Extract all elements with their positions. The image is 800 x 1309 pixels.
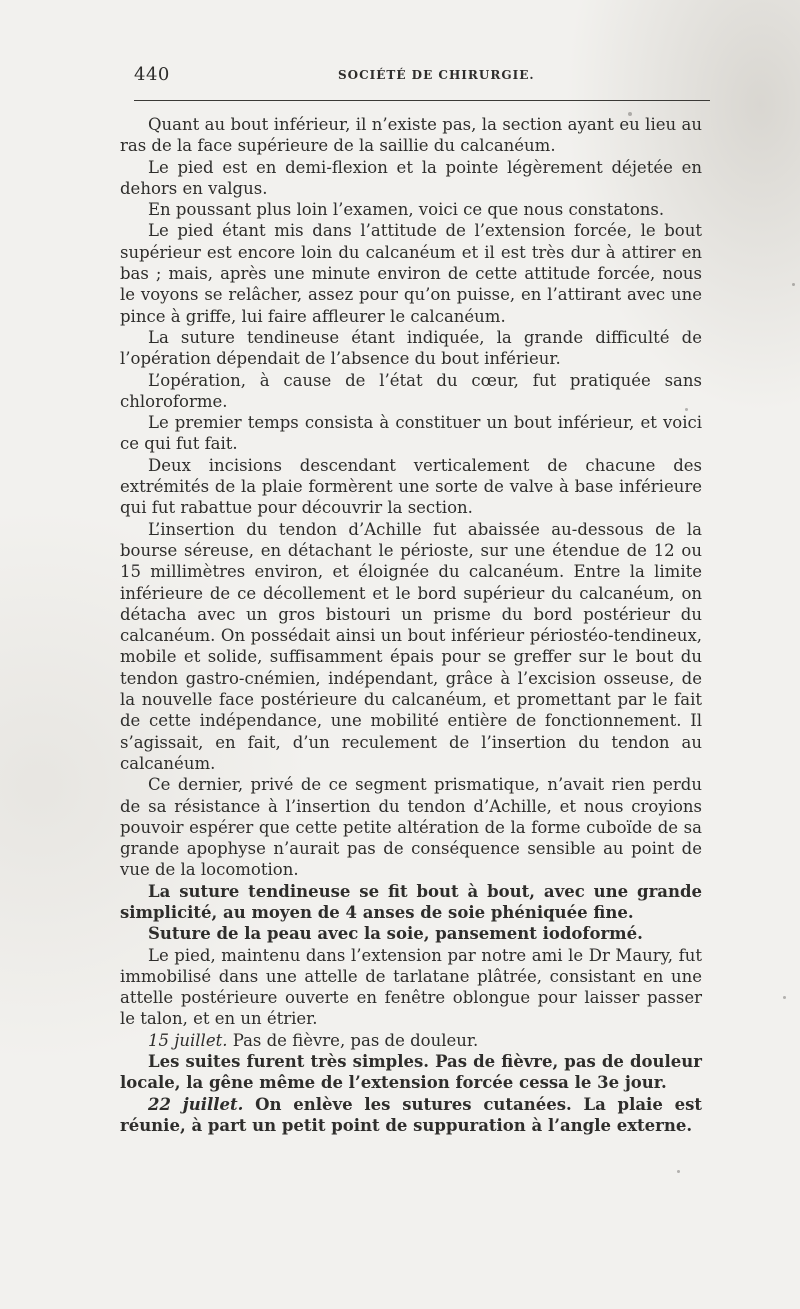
paragraph: Ce dernier, privé de ce segment prismatique, n’avait rien perdu de sa résistance à l’insertion du tendon d’Achille, et nous croyions pouvoir espérer que cette petite altération de la forme cuboïde de sa grande apophyse n’aurait pas de conséquence sensible au point de vue de la locomotion. — [120, 775, 702, 880]
scan-speck — [677, 1170, 680, 1173]
running-head: SOCIÉTÉ DE CHIRURGIE. — [338, 68, 535, 82]
header-rule — [134, 100, 710, 101]
paragraph: Le pied étant mis dans l’attitude de l’extension forcée, le bout supérieur est encore loin du calcanéum et il est très dur à attirer en bas ; mais, après une minute environ de cette attitude forcée, nous le voyons se relâcher, assez pour qu’on puisse, en l’attirant avec une pince à griffe, lui faire affleurer le calcanéum. — [120, 221, 702, 326]
entry-text: Pas de fièvre, pas de douleur. — [227, 1030, 479, 1050]
entry-text: On enlève les sutures cutanées. La plaie est réunie, à part un petit point de suppuration à l’angle externe. — [120, 1094, 702, 1135]
paragraph: Suture de la peau avec la soie, pansement iodoformé. — [148, 924, 643, 944]
dated-entry — [120, 1030, 702, 1051]
paragraph: La suture tendineuse se fit bout à bout, avec une grande simplicité, au moyen de 4 anses de soie phéniquée fine. — [120, 881, 702, 922]
scan-speck — [685, 408, 688, 411]
body-text — [120, 114, 702, 1136]
paragraph: L’opération, à cause de l’état du cœur, fut pratiquée sans chloroforme. — [120, 370, 702, 411]
page-header — [134, 64, 710, 90]
page-number: 440 — [134, 64, 170, 85]
entry-date: 22 juillet. — [148, 1094, 244, 1114]
scan-speck — [783, 996, 786, 999]
paragraph: Deux incisions descendant verticalement de chacune des extrémités de la plaie formèrent une sorte de valve à base inférieure qui fut rabattue pour découvrir la section. — [120, 455, 702, 518]
paragraph: Le premier temps consista à constituer un bout inférieur, et voici ce qui fut fait. — [120, 413, 702, 454]
paragraph: Les suites furent très simples. Pas de fièvre, pas de douleur locale, la gêne même de l’extension forcée cessa le 3e jour. — [120, 1052, 702, 1093]
paragraph: Le pied, maintenu dans l’extension par notre ami le Dr Maury, fut immobilisé dans une attelle de tarlatane plâtrée, consistant en une attelle postérieure ouverte en fenêtre oblongue pour laisser passer le talon, et en un étrier. — [120, 945, 702, 1029]
paragraph: Le pied est en demi-flexion et la pointe légèrement déjetée en dehors en valgus. — [120, 157, 702, 198]
paragraph: Quant au bout inférieur, il n’existe pas, la section ayant eu lieu au ras de la face supérieure de la saillie du calcanéum. — [120, 115, 702, 156]
scan-speck — [792, 283, 795, 286]
paragraph: La suture tendineuse étant indiquée, la grande difficulté de l’opération dépendait de l’absence du bout inférieur. — [120, 327, 702, 369]
paragraph: L’insertion du tendon d’Achille fut abaissée au-dessous de la bourse séreuse, en détachant le périoste, sur une étendue de 12 ou 15 millimètres environ, et éloignée du calcanéum. Entre la limite inférieure de ce décollement et le bord supérieur du calcanéum, on détacha avec un gros bistouri un prisme du bord postérieur du calcanéum. On possédait ainsi un bout inférieur périostéo-tendineux, mobile et solide, suffisamment épais pour se greffer sur le bout du tendon gastro-cnémien, indépendant, grâce à l’excision osseuse, de la nouvelle face postérieure du calcanéum, et promettant par le fait de cette indépendance, une mobilité entière de fonctionnement. Il s’agissait, en fait, d’un reculement de l’insertion du tendon au calcanéum. — [120, 519, 702, 773]
scan-speck — [628, 112, 632, 116]
dated-entry — [120, 1094, 702, 1137]
entry-date: 15 juillet. — [148, 1030, 228, 1050]
paragraph: En poussant plus loin l’examen, voici ce que nous constatons. — [148, 200, 665, 220]
